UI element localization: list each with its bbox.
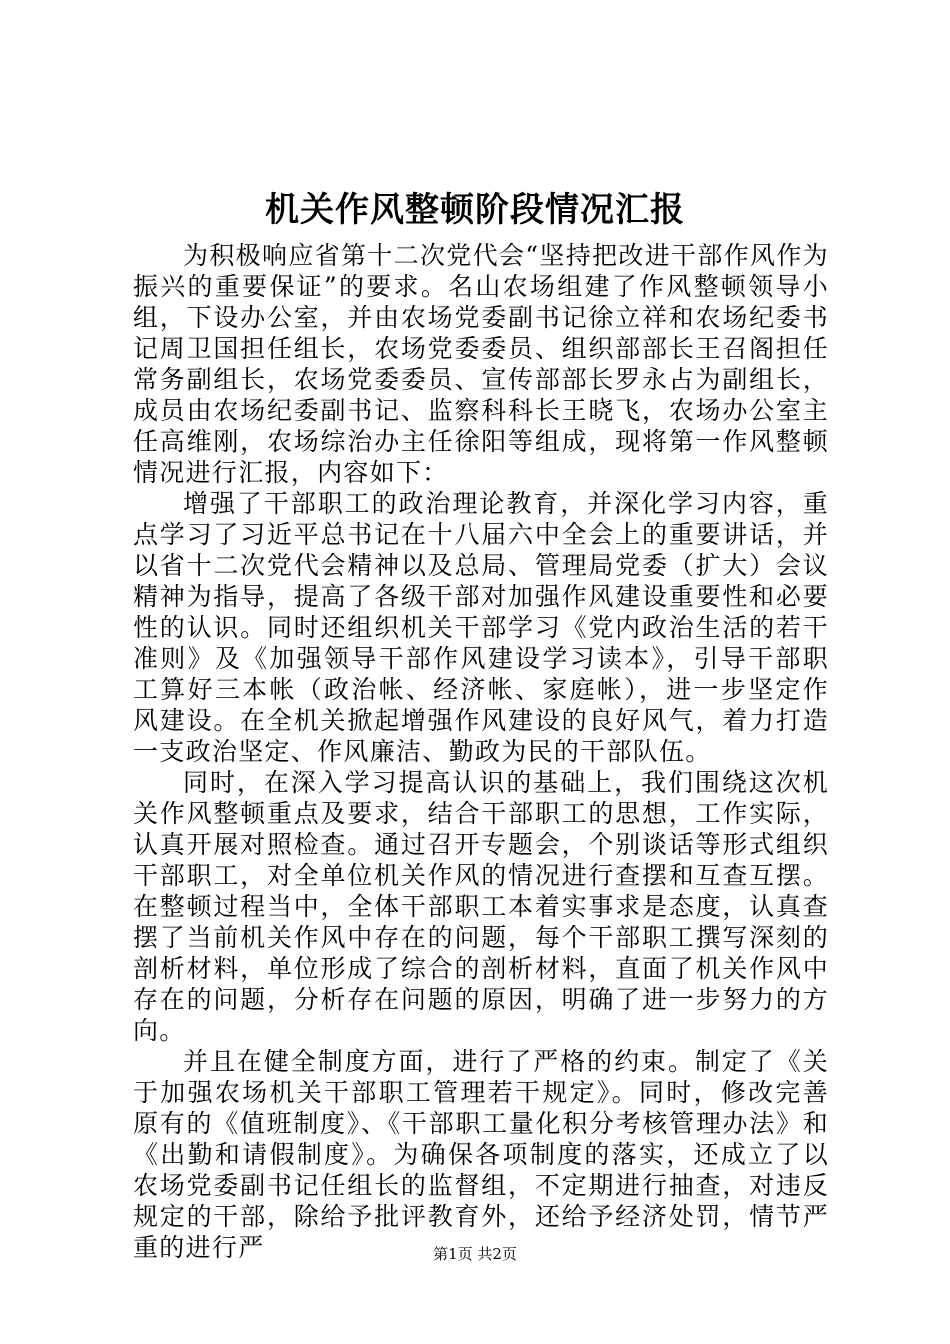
document-title: 机关作风整顿阶段情况汇报 [265, 190, 685, 230]
paragraph-intro: 为积极响应省第十二次党代会“坚持把改进干部作风作为振兴的重要保证”的要求。名山农场组建了作风整顿领导小组，下设办公室，并由农场党委副书记徐立祥和农场纪委书记周卫国担任组长，农场党委委员、组织部部长王召阁担任常务副组长，农场党委委员、宣传部部长罗永占为副组长，成员由农场纪委副书记、监察科科长王晓飞，农场办公室主任高维刚，农场综治办主任徐阳等组成，现将第一作风整顿情况进行汇报，内容如下： [133, 241, 829, 487]
paragraph-system-building: 并且在健全制度方面，进行了严格的约束。制定了《关于加强农场机关干部职工管理若干规定》。同时，修改完善原有的《值班制度》、《干部职工量化积分考核管理办法》和《出勤和请假制度》。为确保各项制度的落实，还成立了以农场党委副书记任组长的监督组，不定期进行抽查，对违反规定的干部，除给予批评教育外，还给予经济处罚，情节严重的进行严 [133, 1047, 829, 1262]
paragraph-self-inspection: 同时，在深入学习提高认识的基础上，我们围绕这次机关作风整顿重点及要求，结合干部职工的思想，工作实际，认真开展对照检查。通过召开专题会，个别谈话等形式组织干部职工，对全单位机关作风的情况进行查摆和互查互摆。在整顿过程当中，全体干部职工本着实事求是态度，认真查摆了当前机关作风中存在的问题，每个干部职工撰写深刻的剖析材料，单位形成了综合的剖析材料，直面了机关作风中存在的问题，分析存在问题的原因，明确了进一步努力的方向。 [133, 768, 829, 1045]
paragraph-theory-education: 增强了干部职工的政治理论教育，并深化学习内容，重点学习了习近平总书记在十八届六中全会上的重要讲话，并以省十二次党代会精神以及总局、管理局党委（扩大）会议精神为指导，提高了各级干部对加强作风建设重要性和必要性的认识。同时还组织机关干部学习《党内政治生活的若干准则》及《加强领导干部作风建设学习读本》，引导干部职工算好三本帐（政治帐、经济帐、家庭帐），进一步坚定作风建设。在全机关掀起增强作风建设的良好风气，着力打造一支政治坚定、作风廉洁、勤政为民的干部队伍。 [133, 489, 829, 766]
page-footer: 第1页 共2页 [433, 1245, 517, 1263]
document-body [133, 240, 829, 1263]
